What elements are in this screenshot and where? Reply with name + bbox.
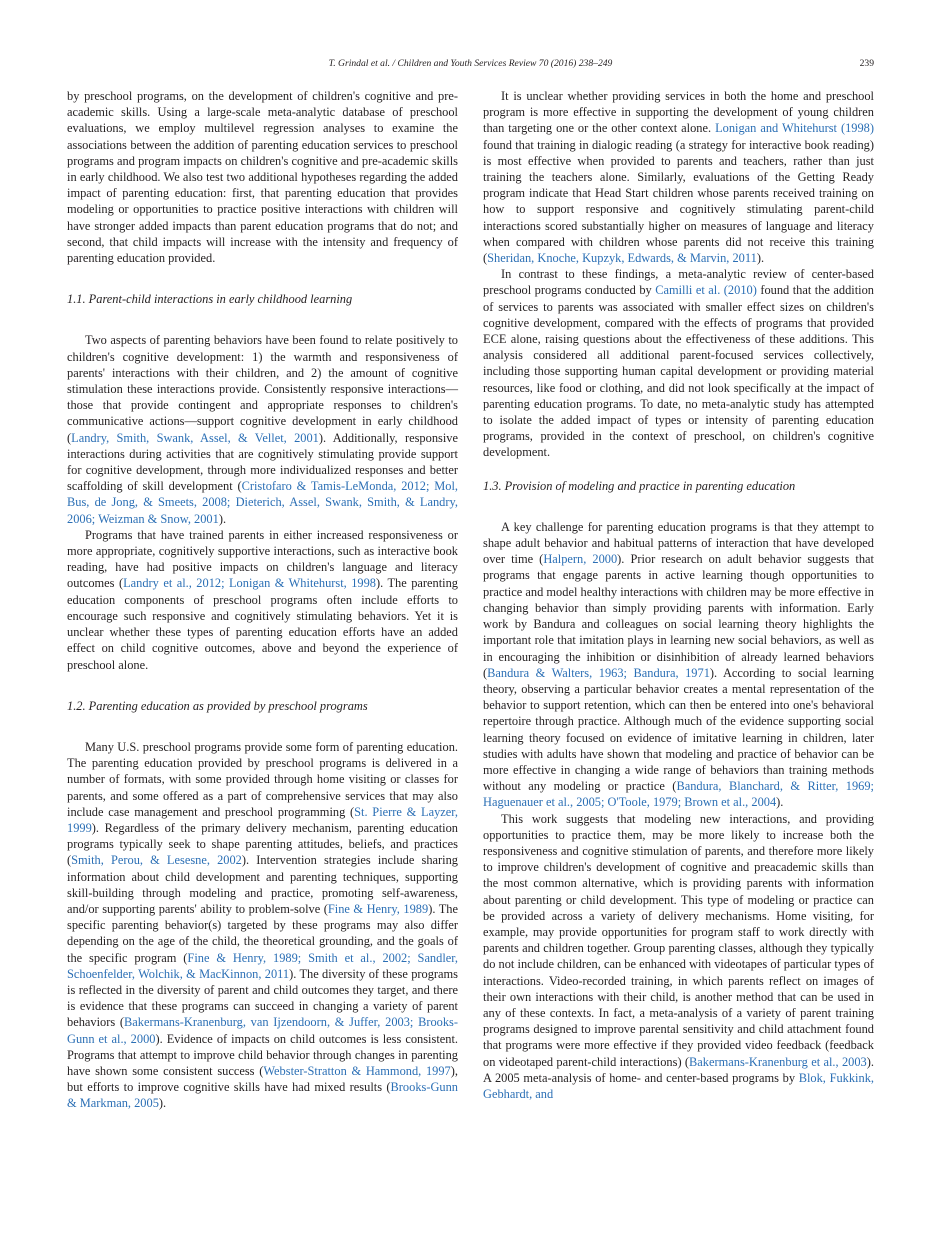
paragraph: A key challenge for parenting education programs is that they attempt to shape adult behavior and habitual patterns of interaction that have developed over time (Halpern, 2000). Prior research on adult behavior suggests that programs that engage parents in active learning though opportunities to practice and model healthy interactions with children may be more effective in changing behavior than simply providing parents with information. Early work by Bandura and colleagues on social learning theory highlights the important role that imitation plays in learning new social behaviors, as well as in encouraging the inhibition or disinhibition of already learned behaviors (Bandura & Walters, 1963; Bandura, 1971). According to social learning theory, observing a particular behavior creates a mental representation of the behavior to support retention, which can then be entered into one's behavioral repertoire through practice. Although much of the evidence supporting social learning theory focused on evidence of imitative learning in children, later studies with adults have shown that modeling and practice of behavior can be more effective in changing a wide range of behaviors than training methods without any modeling or practice (Bandura, Blanchard, & Ritter, 1969; Haguenauer et al., 2005; O'Toole, 1979; Brown et al., 2004).: [483, 519, 874, 810]
section-heading-1-1: 1.1. Parent-child interactions in early childhood learning: [67, 292, 353, 307]
section-heading-1-3: 1.3. Provision of modeling and practice in parenting education: [483, 478, 796, 493]
citation-link[interactable]: Bandura, Blanchard, & Ritter, 1969; Haguenauer et al., 2005; O'Toole, 1979; Brown et al., 2004: [483, 779, 874, 810]
paragraph: In contrast to these findings, a meta-analytic review of center-based preschool programs conducted by Camilli et al. (2010) found that the addition of services to parents was associated with smaller effect sizes on children's cognitive development, compared with the effects of programs that provided ECE alone, raising questions about the effectiveness of these additions. This analysis considered all additional parent-focused services collectively, including those supporting human capital development or providing material resources, like food or clothing, and did not look specifically at the impact of parenting education programs. To date, no meta-analytic study has attempted to isolate the added impact of types or intensity of parenting education programs, provided in the context of preschool, on children's cognitive development.: [483, 267, 875, 460]
citation-link[interactable]: Halpern, 2000: [543, 552, 618, 567]
page-number: 239: [859, 58, 874, 69]
citation-link[interactable]: Brooks-Gunn & Markman, 2005: [67, 1080, 458, 1111]
right-column: [483, 88, 874, 1102]
citation-link[interactable]: Smith, Perou, & Lesesne, 2002: [71, 853, 242, 868]
citation-link[interactable]: Bakermans-Kranenburg et al., 2003: [689, 1054, 867, 1069]
paragraph: Programs that have trained parents in either increased responsiveness or more appropriate, cognitively supportive interactions, such as interactive book reading, have had positive impacts on children's language and literacy outcomes (Landry et al., 2012; Lonigan & Whitehurst, 1998). The parenting education components of preschool programs often include efforts to encourage such responsive and cognitively stimulating behaviors. Yet it is unclear whether these types of parenting education efforts have an added effect on child cognitive outcomes, above and beyond the experience of preschool alone.: [67, 527, 458, 672]
citation-link[interactable]: Blok, Fukkink, Gebhardt, and: [483, 1070, 874, 1101]
paragraph: It is unclear whether providing services in both the home and preschool program is more effective in supporting the development of young children than targeting one or the other context alone. Lonigan and Whitehurst (1998) found that training in dialogic reading (a strategy for interactive book reading) is most effective when provided to parents and teachers, rather than just training the teachers alone. Similarly, evaluations of the Getting Ready program indicate that Head Start children whose parents received training on how to support responsive and cognitively stimulating parent-child interactions scored substantially higher on measures of language and literacy when compared with children whose parents did not receive this training (Sheridan, Knoche, Kupzyk, Edwards, & Marvin, 2011).: [483, 89, 874, 266]
citation-link[interactable]: Fine & Henry, 1989; Smith et al., 2002; Sandler, Schoenfelder, Wolchik, & MacKinnon, 2011: [67, 950, 458, 981]
citation-link[interactable]: Cristofaro & Tamis-LeMonda, 2012; Mol, Bus, de Jong, & Smeets, 2008; Dieterich, Assel, Swank, Smith, & Landry, 2006; Weizman & Snow, 2001: [67, 479, 458, 526]
paragraph: by preschool programs, on the development of children's cognitive and pre-academic skills. Using a large-scale meta-analytic database of preschool evaluations, we employ multilevel regression analyses to examine the associations between the addition of parenting education services to preschool programs and program impacts on children's cognitive and pre-academic skills in early childhood. We also test two additional hypotheses regarding the added impact of parenting education: first, that parenting education that provides modeling or opportunities to practice positive interactions with children will have stronger added impacts than parent education programs that do not; and second, that child impacts will increase with the intensity and frequency of parenting education provided.: [67, 89, 458, 266]
paragraph: This work suggests that modeling new interactions, and providing opportunities to practice them, may be more likely to increase both the responsiveness and cognitive stimulation of parents, and therefore more likely to improve children's development of cognitive and preacademic skills than the most common alternative, which is providing parents with information about parenting or child development. This type of modeling or practice can be provided across a variety of delivery mechanisms. Home visiting, for example, may provide opportunities for program staff to work directly with parents and children together. Group parenting classes, although they typically do not include children, can be enhanced with videotapes of particular types of interactions. Video-recorded training, in which parents reflect on images of their own interactions with their child, is another method that can be used in any of these contexts. In fact, a meta-analysis of a variety of parent training programs designed to improve parental sensitivity and child attachment found that programs were more effective if they provided video feedback (feedback on videotaped parent-child interactions) (Bakermans-Kranenburg et al., 2003). A 2005 meta-analysis of home- and center-based programs by Blok, Fukkink, Gebhardt, and: [483, 811, 874, 1101]
citation-link[interactable]: Lonigan and Whitehurst (1998): [715, 121, 874, 136]
citation-link[interactable]: Sheridan, Knoche, Kupzyk, Edwards, & Marvin, 2011: [487, 251, 757, 266]
citation-link[interactable]: Bandura & Walters, 1963; Bandura, 1971: [487, 665, 710, 680]
running-head: T. Grindal et al. / Children and Youth Services Review 70 (2016) 238–249: [328, 58, 613, 69]
citation-link[interactable]: Fine & Henry, 1989: [327, 901, 429, 916]
page-header: [67, 58, 874, 72]
citation-link[interactable]: Webster-Stratton & Hammond, 1997: [263, 1063, 451, 1078]
citation-link[interactable]: Bakermans-Kranenburg, van Ijzendoorn, & Juffer, 2003; Brooks-Gunn et al., 2000: [67, 1015, 458, 1046]
paragraph: Two aspects of parenting behaviors have been found to relate positively to children's cognitive development: 1) the warmth and responsiveness of parents' interactions with their children, and 2) the amount of cognitive stimulation these interactions provide. Consistently responsive interactions—those that provide contingent and appropriate responses to children's communicative actions—support cognitive development in early childhood (Landry, Smith, Swank, Assel, & Vellet, 2001). Additionally, responsive interactions during activities that are cognitively stimulating provide support for cognitive development, through more individualized responses and better scaffolding of skill development (Cristofaro & Tamis-LeMonda, 2012; Mol, Bus, de Jong, & Smeets, 2008; Dieterich, Assel, Swank, Smith, & Landry, 2006; Weizman & Snow, 2001).: [67, 333, 458, 526]
citation-link[interactable]: Camilli et al. (2010): [655, 283, 757, 298]
section-heading-1-2: 1.2. Parenting education as provided by preschool programs: [67, 698, 368, 713]
left-column: [67, 88, 458, 1112]
citation-link[interactable]: Landry, Smith, Swank, Assel, & Vellet, 2001: [71, 430, 319, 445]
paragraph: Many U.S. preschool programs provide some form of parenting education. The parenting education provided by preschool programs is delivered in a number of formats, with some provided through home visiting or classes for parents, and some offered as a part of comprehensive services that may also include case management and preschool programming (St. Pierre & Layzer, 1999). Regardless of the primary delivery mechanism, parenting education programs typically seek to shape parenting attitudes, beliefs, and practices (Smith, Perou, & Lesesne, 2002). Intervention strategies include sharing information about child development and parenting techniques, supporting skill-building through modeling and practice, promoting self-awareness, and/or supporting parents' ability to problem-solve (Fine & Henry, 1989). The specific parenting behavior(s) targeted by these programs may also differ depending on the age of the child, the theoretical grounding, and the goals of the specific program (Fine & Henry, 1989; Smith et al., 2002; Sandler, Schoenfelder, Wolchik, & MacKinnon, 2011). The diversity of these programs is reflected in the diversity of parent and child outcomes they target, and there is evidence that these programs can succeed in changing a variety of parent behaviors (Bakermans-Kranenburg, van Ijzendoorn, & Juffer, 2003; Brooks-Gunn et al., 2000). Evidence of impacts on child outcomes is less consistent. Programs that attempt to improve child behavior through changes in parenting have shown some consistent success (Webster-Stratton & Hammond, 1997), but efforts to improve cognitive skills have had mixed results (Brooks-Gunn & Markman, 2005).: [67, 739, 458, 1111]
citation-link[interactable]: Landry et al., 2012; Lonigan & Whitehurst, 1998: [123, 576, 377, 591]
citation-link[interactable]: St. Pierre & Layzer, 1999: [67, 804, 458, 835]
